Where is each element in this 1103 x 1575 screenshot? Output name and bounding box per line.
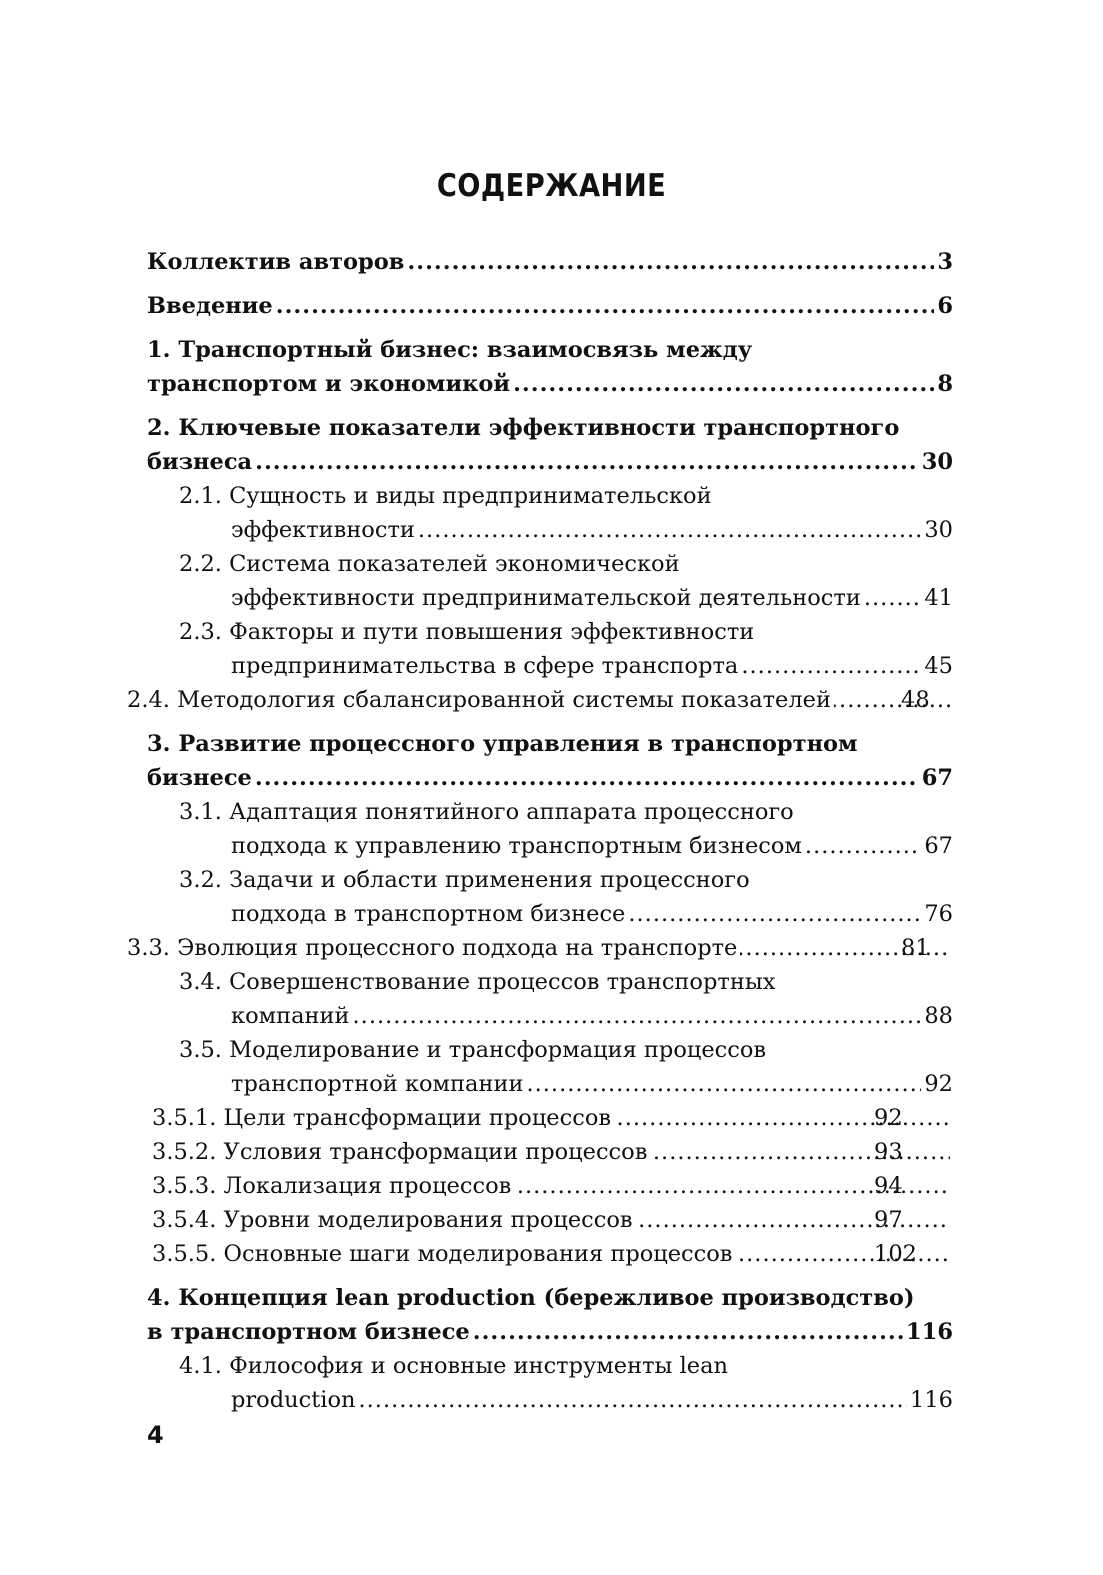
toc-entry-title: 3.5.1. Цели трансформации процессов xyxy=(152,1105,612,1131)
toc-entry-title: эффективности xyxy=(231,517,415,543)
toc-page-number: 30 xyxy=(924,517,953,543)
toc-entry-line xyxy=(231,513,953,547)
toc-entry-title-line: 3.4. Совершенствование процессов транспортных xyxy=(179,969,776,995)
toc-entry-title-line: 2. Ключевые показатели эффективности транспортного xyxy=(147,415,900,441)
toc-entry-title: production xyxy=(231,1387,356,1413)
dot-leader xyxy=(805,829,921,863)
toc-chapter xyxy=(147,245,953,279)
dot-leader xyxy=(834,683,950,717)
toc-page-number: 30 xyxy=(921,449,953,475)
toc-entry-title: бизнесе xyxy=(147,765,252,791)
toc-chapter xyxy=(147,1281,953,1349)
toc-entry-title: предпринимательства в сфере транспорта xyxy=(231,653,739,679)
toc-entry-line: 3.5.1. Цели трансформации процессов ..... 92 xyxy=(231,1101,953,1135)
dot-leader xyxy=(255,445,919,479)
toc-entry-title: 3.5.4. Уровни моделирования процессов xyxy=(152,1207,633,1233)
page-number: 4 xyxy=(147,1421,164,1449)
toc-entry-title-line: 3.2. Задачи и области применения процессного xyxy=(179,867,750,893)
table-of-contents xyxy=(127,245,953,1417)
toc-chapter xyxy=(147,411,953,479)
toc-section xyxy=(147,1349,953,1417)
toc-entry-title: 3.5.5. Основные шаги моделирования процессов xyxy=(152,1241,733,1267)
toc-entry-line xyxy=(147,367,953,401)
toc-entry-line xyxy=(147,761,953,795)
toc-section xyxy=(147,615,953,683)
dot-leader xyxy=(735,1237,950,1271)
toc-entry-title-line: 3. Развитие процессного управления в транспортном xyxy=(147,731,858,757)
page-title: СОДЕРЖАНИЕ xyxy=(436,168,667,204)
toc-section xyxy=(147,863,953,931)
toc-page-number: 88 xyxy=(924,1003,953,1029)
toc-entry-title: в транспортном бизнесе xyxy=(147,1319,470,1345)
dot-leader xyxy=(864,581,922,615)
toc-entry-title: Коллектив авторов xyxy=(147,249,405,275)
toc-chapter xyxy=(147,727,953,795)
toc-entry-line xyxy=(231,581,953,615)
toc-page-number: 67 xyxy=(924,833,953,859)
toc-entry-title-line: 4.1. Философия и основные инструменты lean xyxy=(179,1353,728,1379)
toc-entry-title-line: 2.1. Сущность и виды предпринимательской xyxy=(179,483,712,509)
toc-entry-line: 3.3. Эволюция процессного подхода на транспорте ..... 81 xyxy=(179,931,953,965)
dot-leader xyxy=(358,1383,907,1417)
dot-leader xyxy=(255,761,919,795)
toc-entry-title: транспортом и экономикой xyxy=(147,371,511,397)
toc-entry-title: эффективности предпринимательской деятельности xyxy=(231,585,861,611)
toc-entry-line xyxy=(231,1383,953,1417)
toc-entry-title: бизнеса xyxy=(147,449,253,475)
dot-leader xyxy=(513,367,934,401)
dot-leader xyxy=(353,999,922,1033)
toc-section xyxy=(147,965,953,1033)
toc-section xyxy=(147,547,953,615)
toc-entry-title: 3.5.2. Условия трансформации процессов xyxy=(152,1139,648,1165)
toc-entry-title-line: 1. Транспортный бизнес: взаимосвязь между xyxy=(147,337,753,363)
dot-leader xyxy=(407,245,934,279)
toc-entry-line xyxy=(147,245,953,279)
toc-entry-title: 3.3. Эволюция процессного подхода на транспорте xyxy=(127,935,738,961)
toc-chapter xyxy=(147,333,953,401)
toc-page-number: 116 xyxy=(910,1387,953,1413)
toc-entry-line: 3.5.4. Уровни моделирования процессов ..... 97 xyxy=(231,1203,953,1237)
toc-entry-line xyxy=(231,829,953,863)
toc-entry-title-line: 2.3. Факторы и пути повышения эффективности xyxy=(179,619,755,645)
toc-section xyxy=(147,479,953,547)
toc-entry-line: 3.5.3. Локализация процессов ..... 94 xyxy=(231,1169,953,1203)
toc-entry-line: 2.4. Методология сбалансированной системы показателей ..... 48 xyxy=(179,683,953,717)
toc-page-number: 76 xyxy=(924,901,953,927)
toc-subsection xyxy=(147,1203,953,1237)
dot-leader xyxy=(473,1315,903,1349)
toc-entry-line xyxy=(231,1067,953,1101)
toc-entry-title-line: 3.1. Адаптация понятийного аппарата процессного xyxy=(179,799,794,825)
toc-entry-title-line: 2.2. Система показателей экономической xyxy=(179,551,680,577)
toc-page-number: 67 xyxy=(921,765,953,791)
dot-leader xyxy=(628,897,921,931)
dot-leader xyxy=(418,513,921,547)
toc-entry-title: транспортной компании xyxy=(231,1071,524,1097)
toc-page-number: 8 xyxy=(937,371,953,397)
dot-leader xyxy=(650,1135,950,1169)
toc-entry-line xyxy=(231,999,953,1033)
dot-leader xyxy=(636,1203,950,1237)
toc-page-number: 116 xyxy=(906,1319,953,1345)
toc-entry-line xyxy=(231,897,953,931)
dot-leader xyxy=(526,1067,921,1101)
toc-page-number: 45 xyxy=(924,653,953,679)
toc-subsection xyxy=(147,1237,953,1271)
dot-leader xyxy=(276,289,935,323)
toc-entry-title: подхода в транспортном бизнесе xyxy=(231,901,626,927)
toc-page-number: 92 xyxy=(924,1071,953,1097)
toc-entry-title-line: 3.5. Моделирование и трансформация процессов xyxy=(179,1037,767,1063)
dot-leader xyxy=(741,649,921,683)
toc-entry-line xyxy=(147,445,953,479)
toc-section xyxy=(127,683,953,717)
toc-entry-title: подхода к управлению транспортным бизнесом xyxy=(231,833,802,859)
toc-page-number: 3 xyxy=(937,249,953,275)
toc-chapter xyxy=(147,289,953,323)
toc-entry-title: 3.5.3. Локализация процессов xyxy=(152,1173,512,1199)
toc-entry-line: 3.5.5. Основные шаги моделирования процессов ..... 102 xyxy=(231,1237,953,1271)
toc-page-number: 41 xyxy=(924,585,953,611)
toc-section xyxy=(127,931,953,965)
toc-page-number: 6 xyxy=(937,293,953,319)
toc-entry-line xyxy=(231,649,953,683)
toc-section xyxy=(147,795,953,863)
toc-entry-title: Введение xyxy=(147,293,273,319)
toc-section xyxy=(147,1033,953,1101)
toc-subsection xyxy=(147,1169,953,1203)
toc-entry-line xyxy=(147,1315,953,1349)
toc-entry-line xyxy=(147,289,953,323)
toc-entry-line: 3.5.2. Условия трансформации процессов ..... 93 xyxy=(231,1135,953,1169)
toc-entry-title: компаний xyxy=(231,1003,350,1029)
toc-entry-title-line: 4. Концепция lean production (бережливое производство) xyxy=(147,1285,915,1311)
toc-subsection xyxy=(147,1101,953,1135)
toc-entry-title: 2.4. Методология сбалансированной системы показателей xyxy=(127,687,831,713)
toc-subsection xyxy=(147,1135,953,1169)
